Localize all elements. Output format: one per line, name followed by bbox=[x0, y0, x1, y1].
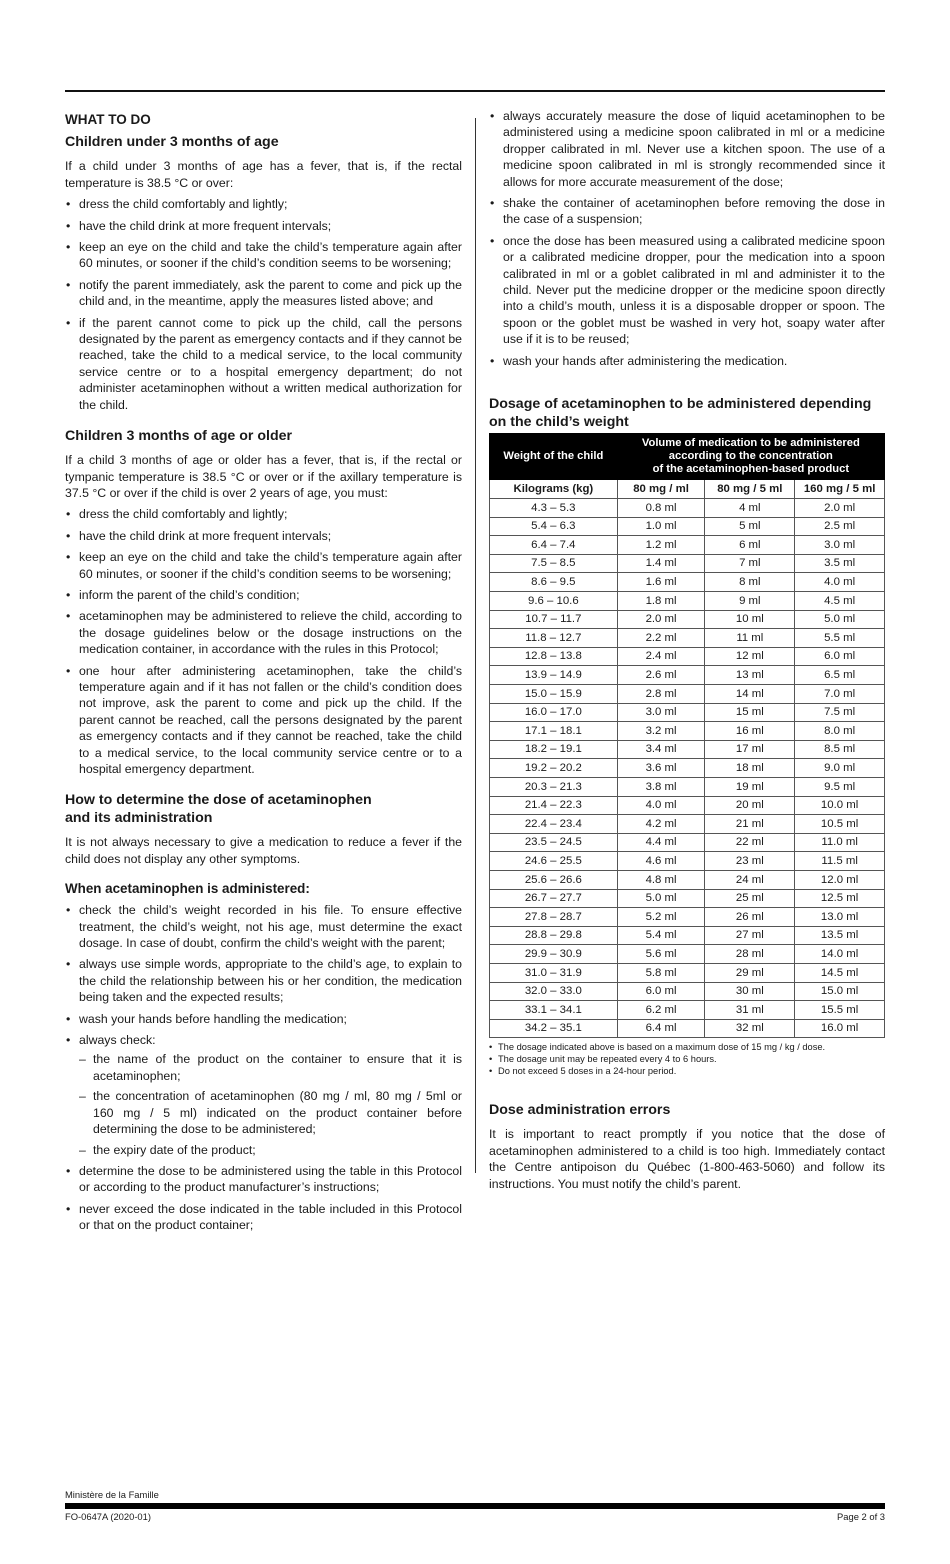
table-cell: 5.4 – 6.3 bbox=[490, 517, 618, 536]
bullet-icon: • bbox=[66, 277, 71, 292]
table-cell: 11.0 ml bbox=[795, 833, 885, 852]
table-cell: 4.3 – 5.3 bbox=[490, 499, 618, 518]
table-cell: 30 ml bbox=[705, 982, 795, 1001]
bullet-icon: • bbox=[490, 353, 495, 368]
table-cell: 22.4 – 23.4 bbox=[490, 815, 618, 834]
table-cell: 0.8 ml bbox=[617, 499, 705, 518]
table-cell: 32 ml bbox=[705, 1019, 795, 1038]
dosage-notes bbox=[489, 1041, 885, 1077]
over-3-months-intro: If a child 3 months of age or older has a fever, that is, if the rectal or tympanic temperature is 38.5 °C or over or if the axillary temperature is 37.5 °C or over if the child is over 2 years of age, you must: bbox=[65, 453, 462, 500]
when-administered-heading: When acetaminophen is administered: bbox=[65, 881, 310, 897]
table-cell: 17.1 – 18.1 bbox=[490, 722, 618, 741]
table-row bbox=[490, 499, 885, 518]
table-cell: 10 ml bbox=[705, 610, 795, 629]
table-row bbox=[490, 629, 885, 648]
table-cell: 15.5 ml bbox=[795, 1001, 885, 1020]
over-3-months-heading: Children 3 months of age or older bbox=[65, 428, 293, 445]
table-cell: 14.0 ml bbox=[795, 945, 885, 964]
table-cell: 15.0 ml bbox=[795, 982, 885, 1001]
table-cell: 4.5 ml bbox=[795, 592, 885, 611]
table-row bbox=[490, 982, 885, 1001]
dosage-note-text: The dosage unit may be repeated every 4 to 6 hours. bbox=[498, 1054, 717, 1065]
table-cell: 11.8 – 12.7 bbox=[490, 629, 618, 648]
table-cell: 10.7 – 11.7 bbox=[490, 610, 618, 629]
sub-list-item-text: the concentration of acetaminophen (80 mg / ml, 80 mg / 5ml or 160 mg / 5 ml) indicated on the product container before determining the dose to be administered; bbox=[93, 1089, 462, 1137]
bullet-icon: • bbox=[66, 957, 71, 972]
footer-bar bbox=[65, 1503, 885, 1509]
table-cell: 19.2 – 20.2 bbox=[490, 759, 618, 778]
table-cell: 5.6 ml bbox=[617, 945, 705, 964]
dosage-table-title-line1: Dosage of acetaminophen to be administered depending bbox=[489, 396, 872, 413]
table-cell: 11.5 ml bbox=[795, 852, 885, 871]
table-cell: 7.5 ml bbox=[795, 703, 885, 722]
table-row bbox=[490, 740, 885, 759]
table-cell: 32.0 – 33.0 bbox=[490, 982, 618, 1001]
table-row bbox=[490, 926, 885, 945]
dose-heading-line2: and its administration bbox=[65, 810, 213, 827]
table-cell: 29 ml bbox=[705, 963, 795, 982]
list-item bbox=[65, 1163, 462, 1196]
bullet-icon: • bbox=[489, 1042, 493, 1053]
bullet-icon: • bbox=[66, 903, 71, 918]
bullet-icon: • bbox=[489, 1054, 493, 1065]
when-administered-list bbox=[65, 902, 462, 1233]
table-cell: 6.4 ml bbox=[617, 1019, 705, 1038]
dose-intro: It is not always necessary to give a medication to reduce a fever if the child does not display any other symptoms. bbox=[65, 835, 462, 866]
list-item-text: keep an eye on the child and take the child’s temperature again after 60 minutes, or sooner if the child’s condition seems to be worsening; bbox=[79, 240, 462, 271]
bullet-icon: • bbox=[66, 587, 71, 602]
table-cell: 13.9 – 14.9 bbox=[490, 666, 618, 685]
bullet-icon: • bbox=[66, 663, 71, 678]
sub-list-item bbox=[79, 1051, 462, 1084]
table-cell: 7.0 ml bbox=[795, 685, 885, 704]
bullet-icon: • bbox=[66, 609, 71, 624]
list-item-text: one hour after administering acetaminophen, take the child’s temperature again and if it has not fallen or the child’s condition does not improve, ask the parent to come and pick up the child. If the parent cannot be reached, call the persons designated by the parent as emergency contacts and if they cannot be reached, take the child to a medical service, to the local community service centre or to a hospital emergency department. bbox=[79, 663, 462, 776]
list-item bbox=[65, 902, 462, 951]
under-3-months-heading: Children under 3 months of age bbox=[65, 134, 279, 151]
list-item bbox=[65, 1011, 462, 1027]
table-cell: 22 ml bbox=[705, 833, 795, 852]
list-item bbox=[65, 663, 462, 778]
errors-text: It is important to react promptly if you notice that the dose of acetaminophen administered to a child is too high. Immediately contact the Centre antipoison du Québec (1-800-463-5060) and follow its instructions. You must notify the child’s parent. bbox=[489, 1127, 885, 1191]
table-cell: 11 ml bbox=[705, 629, 795, 648]
table-cell: 3.5 ml bbox=[795, 554, 885, 573]
bullet-icon: • bbox=[490, 233, 495, 248]
sub-list-item-text: the name of the product on the container to ensure that it is acetaminophen; bbox=[93, 1052, 462, 1083]
bullet-icon: • bbox=[66, 1201, 71, 1216]
column-header: Kilograms (kg) bbox=[490, 480, 618, 499]
table-cell: 19 ml bbox=[705, 778, 795, 797]
table-cell: 5.5 ml bbox=[795, 629, 885, 648]
list-item bbox=[65, 549, 462, 582]
table-cell: 2.6 ml bbox=[617, 666, 705, 685]
table-cell: 4.8 ml bbox=[617, 870, 705, 889]
table-cell: 5.4 ml bbox=[617, 926, 705, 945]
table-cell: 21.4 – 22.3 bbox=[490, 796, 618, 815]
table-cell: 26.7 – 27.7 bbox=[490, 889, 618, 908]
table-cell: 18.2 – 19.1 bbox=[490, 740, 618, 759]
bullet-icon: • bbox=[66, 1033, 71, 1048]
table-cell: 15 ml bbox=[705, 703, 795, 722]
list-item-text: have the child drink at more frequent intervals; bbox=[79, 218, 332, 233]
table-cell: 28.8 – 29.8 bbox=[490, 926, 618, 945]
check-sublist bbox=[79, 1051, 462, 1157]
table-cell: 2.2 ml bbox=[617, 629, 705, 648]
table-cell: 20 ml bbox=[705, 796, 795, 815]
table-row bbox=[490, 610, 885, 629]
table-row bbox=[490, 889, 885, 908]
list-item-text: always check: bbox=[79, 1033, 156, 1048]
table-cell: 23 ml bbox=[705, 852, 795, 871]
bullet-icon: • bbox=[66, 528, 71, 543]
table-row bbox=[490, 796, 885, 815]
list-item bbox=[65, 196, 462, 212]
table-cell: 5.0 ml bbox=[617, 889, 705, 908]
table-cell: 2.0 ml bbox=[795, 499, 885, 518]
dash-icon: – bbox=[79, 1052, 86, 1067]
table-row bbox=[490, 573, 885, 592]
table-cell: 4.4 ml bbox=[617, 833, 705, 852]
dosage-table-title bbox=[489, 395, 885, 431]
table-cell: 6.2 ml bbox=[617, 1001, 705, 1020]
table-row bbox=[490, 592, 885, 611]
table-cell: 3.8 ml bbox=[617, 778, 705, 797]
table-row bbox=[490, 963, 885, 982]
what-to-do-heading: WHAT TO DO bbox=[65, 112, 151, 127]
bullet-icon: • bbox=[66, 240, 71, 255]
list-item-text: have the child drink at more frequent intervals; bbox=[79, 528, 332, 543]
table-cell: 5.0 ml bbox=[795, 610, 885, 629]
table-cell: 1.6 ml bbox=[617, 573, 705, 592]
table-cell: 12.0 ml bbox=[795, 870, 885, 889]
right-column bbox=[489, 108, 885, 1197]
header-weight: Weight of the child bbox=[490, 434, 618, 480]
list-item bbox=[65, 506, 462, 522]
table-cell: 6.5 ml bbox=[795, 666, 885, 685]
table-cell: 5.2 ml bbox=[617, 908, 705, 927]
list-item-text: wash your hands before handling the medication; bbox=[79, 1011, 347, 1026]
column-divider bbox=[475, 118, 476, 1173]
under-3-months-list bbox=[65, 196, 462, 413]
table-cell: 4.2 ml bbox=[617, 815, 705, 834]
footer-page-number: Page 2 of 3 bbox=[837, 1511, 885, 1522]
table-cell: 34.2 – 35.1 bbox=[490, 1019, 618, 1038]
table-cell: 25.6 – 26.6 bbox=[490, 870, 618, 889]
table-cell: 7 ml bbox=[705, 554, 795, 573]
table-row bbox=[490, 908, 885, 927]
footer-organization: Ministère de la Famille bbox=[65, 1489, 159, 1500]
list-item-text: inform the parent of the child’s condition; bbox=[79, 587, 300, 602]
table-cell: 4.0 ml bbox=[795, 573, 885, 592]
table-cell: 2.0 ml bbox=[617, 610, 705, 629]
table-cell: 6 ml bbox=[705, 536, 795, 555]
table-cell: 5.8 ml bbox=[617, 963, 705, 982]
table-cell: 23.5 – 24.5 bbox=[490, 833, 618, 852]
table-row bbox=[490, 815, 885, 834]
list-item-text: wash your hands after administering the medication. bbox=[503, 353, 788, 368]
list-item-text: acetaminophen may be administered to relieve the child, according to the dosage guidelines below or the dosage instructions on the medication container, in accordance with the rules in this Protocol; bbox=[79, 609, 462, 657]
bullet-icon: • bbox=[66, 507, 71, 522]
table-cell: 9 ml bbox=[705, 592, 795, 611]
table-cell: 13 ml bbox=[705, 666, 795, 685]
list-item bbox=[65, 608, 462, 657]
table-cell: 13.5 ml bbox=[795, 926, 885, 945]
table-cell: 12.8 – 13.8 bbox=[490, 647, 618, 666]
table-cell: 3.0 ml bbox=[617, 703, 705, 722]
top-rule bbox=[65, 90, 885, 92]
table-cell: 2.8 ml bbox=[617, 685, 705, 704]
table-cell: 2.4 ml bbox=[617, 647, 705, 666]
list-item-text: check the child’s weight recorded in his file. To ensure effective treatment, the child’s weight, not his age, must determine the exact dosage. In case of doubt, confirm the child’s weight with the parent; bbox=[79, 903, 462, 951]
list-item-text: dress the child comfortably and lightly; bbox=[79, 197, 288, 212]
dosage-table bbox=[489, 433, 885, 1038]
dosage-note bbox=[489, 1065, 885, 1077]
list-item bbox=[489, 108, 885, 190]
bullet-icon: • bbox=[66, 218, 71, 233]
table-cell: 5 ml bbox=[705, 517, 795, 536]
table-cell: 20.3 – 21.3 bbox=[490, 778, 618, 797]
list-item bbox=[65, 277, 462, 310]
table-cell: 27 ml bbox=[705, 926, 795, 945]
dash-icon: – bbox=[79, 1089, 86, 1104]
table-row bbox=[490, 666, 885, 685]
dash-icon: – bbox=[79, 1142, 86, 1157]
header-volume bbox=[617, 434, 884, 480]
table-cell: 18 ml bbox=[705, 759, 795, 778]
table-cell: 10.0 ml bbox=[795, 796, 885, 815]
list-item-text: once the dose has been measured using a calibrated medicine spoon or a calibrated medicine dropper, pour the medication into a spoon calibrated in ml or a goblet calibrated in ml and administer it to the child. Never put the medicine dropper or the medicine spoon directly into a child’s mouth, unless it is a disposable dropper or spoon. The spoon or the goblet must be washed in very hot, soapy water after use if it is to be reused; bbox=[503, 233, 885, 347]
dosage-note-text: The dosage indicated above is based on a maximum dose of 15 mg / kg / dose. bbox=[498, 1042, 826, 1053]
table-cell: 15.0 – 15.9 bbox=[490, 685, 618, 704]
table-cell: 8.6 – 9.5 bbox=[490, 573, 618, 592]
table-cell: 1.4 ml bbox=[617, 554, 705, 573]
header-volume-line1: Volume of medication to be administered bbox=[641, 437, 860, 450]
table-cell: 29.9 – 30.9 bbox=[490, 945, 618, 964]
table-cell: 1.0 ml bbox=[617, 517, 705, 536]
dosage-table-body bbox=[490, 499, 885, 1038]
list-item bbox=[65, 1032, 462, 1158]
table-cell: 16.0 – 17.0 bbox=[490, 703, 618, 722]
table-cell: 13.0 ml bbox=[795, 908, 885, 927]
bullet-icon: • bbox=[66, 315, 71, 330]
list-item bbox=[65, 239, 462, 272]
table-cell: 9.0 ml bbox=[795, 759, 885, 778]
column-headers bbox=[490, 480, 885, 499]
dosage-note-text: Do not exceed 5 doses in a 24-hour period. bbox=[498, 1066, 677, 1077]
list-item-text: notify the parent immediately, ask the parent to come and pick up the child and, in the meantime, apply the measures listed above; and bbox=[79, 277, 462, 309]
table-cell: 10.5 ml bbox=[795, 815, 885, 834]
table-cell: 25 ml bbox=[705, 889, 795, 908]
table-cell: 14.5 ml bbox=[795, 963, 885, 982]
header-volume-line3: of the acetaminophen-based product bbox=[652, 463, 850, 476]
table-cell: 4.0 ml bbox=[617, 796, 705, 815]
column-header: 160 mg / 5 ml bbox=[795, 480, 885, 499]
sub-list-item-text: the expiry date of the product; bbox=[93, 1142, 256, 1157]
table-row bbox=[490, 722, 885, 741]
table-cell: 6.0 ml bbox=[617, 982, 705, 1001]
table-cell: 12.5 ml bbox=[795, 889, 885, 908]
table-cell: 31 ml bbox=[705, 1001, 795, 1020]
over-3-months-list bbox=[65, 506, 462, 777]
column-header: 80 mg / ml bbox=[617, 480, 705, 499]
administration-list bbox=[489, 108, 885, 369]
table-row bbox=[490, 536, 885, 555]
table-cell: 3.6 ml bbox=[617, 759, 705, 778]
under-3-months-intro: If a child under 3 months of age has a fever, that is, if the rectal temperature is 38.5 °C or over: bbox=[65, 159, 462, 190]
table-cell: 26 ml bbox=[705, 908, 795, 927]
table-row bbox=[490, 852, 885, 871]
bullet-icon: • bbox=[66, 1011, 71, 1026]
sub-list-item bbox=[79, 1142, 462, 1158]
errors-heading: Dose administration errors bbox=[489, 1102, 671, 1119]
table-cell: 9.6 – 10.6 bbox=[490, 592, 618, 611]
table-cell: 1.8 ml bbox=[617, 592, 705, 611]
table-cell: 6.4 – 7.4 bbox=[490, 536, 618, 555]
table-row bbox=[490, 1001, 885, 1020]
table-cell: 1.2 ml bbox=[617, 536, 705, 555]
dose-heading bbox=[65, 791, 462, 827]
column-header: 80 mg / 5 ml bbox=[705, 480, 795, 499]
table-row bbox=[490, 647, 885, 666]
list-item-text: always accurately measure the dose of liquid acetaminophen to be administered using a medicine spoon calibrated in ml or a medicine dropper calibrated in ml. Never use a kitchen spoon. The use of a medicine spoon calibrated in ml is strongly recommended since it allows for more accurate measurement of the dose; bbox=[503, 109, 885, 189]
list-item-text: shake the container of acetaminophen before removing the dose in the case of a suspension; bbox=[503, 196, 885, 227]
list-item bbox=[489, 353, 885, 369]
table-row bbox=[490, 703, 885, 722]
dosage-note bbox=[489, 1053, 885, 1065]
list-item bbox=[65, 315, 462, 413]
bullet-icon: • bbox=[490, 196, 495, 211]
dosage-table-title-line2: on the child’s weight bbox=[489, 414, 629, 431]
table-cell: 24.6 – 25.5 bbox=[490, 852, 618, 871]
dosage-note bbox=[489, 1041, 885, 1053]
bullet-icon: • bbox=[66, 1163, 71, 1178]
table-cell: 6.0 ml bbox=[795, 647, 885, 666]
table-cell: 24 ml bbox=[705, 870, 795, 889]
table-cell: 7.5 – 8.5 bbox=[490, 554, 618, 573]
list-item-text: keep an eye on the child and take the child’s temperature again after 60 minutes, or sooner if the child’s condition seems to be worsening; bbox=[79, 550, 462, 581]
table-cell: 4 ml bbox=[705, 499, 795, 518]
table-row bbox=[490, 945, 885, 964]
table-cell: 8.5 ml bbox=[795, 740, 885, 759]
table-row bbox=[490, 1019, 885, 1038]
list-item-text: determine the dose to be administered using the table in this Protocol or according to the product manufacturer’s instructions; bbox=[79, 1163, 462, 1195]
table-row bbox=[490, 833, 885, 852]
header-volume-line2: according to the concentration bbox=[668, 450, 833, 463]
dose-heading-line1: How to determine the dose of acetaminophen bbox=[65, 792, 372, 809]
table-cell: 8.0 ml bbox=[795, 722, 885, 741]
left-column bbox=[65, 108, 462, 1239]
table-row bbox=[490, 759, 885, 778]
table-cell: 3.2 ml bbox=[617, 722, 705, 741]
list-item bbox=[65, 528, 462, 544]
table-cell: 33.1 – 34.1 bbox=[490, 1001, 618, 1020]
table-cell: 31.0 – 31.9 bbox=[490, 963, 618, 982]
bullet-icon: • bbox=[490, 109, 495, 123]
table-cell: 8 ml bbox=[705, 573, 795, 592]
list-item bbox=[489, 195, 885, 228]
bullet-icon: • bbox=[489, 1066, 493, 1077]
table-cell: 3.4 ml bbox=[617, 740, 705, 759]
table-cell: 28 ml bbox=[705, 945, 795, 964]
footer-form-code: FO-0647A (2020-01) bbox=[65, 1511, 151, 1522]
table-row bbox=[490, 554, 885, 573]
list-item-text: if the parent cannot come to pick up the child, call the persons designated by the parent as emergency contacts and if they cannot be reached, take the child to a medical service, to the local community service centre or to a hospital emergency department; do not administer acetaminophen without a written medical authorization for the child. bbox=[79, 315, 462, 412]
list-item bbox=[65, 956, 462, 1005]
table-cell: 3.0 ml bbox=[795, 536, 885, 555]
table-cell: 12 ml bbox=[705, 647, 795, 666]
list-item bbox=[489, 233, 885, 348]
sub-list-item bbox=[79, 1088, 462, 1137]
table-row bbox=[490, 517, 885, 536]
table-cell: 16 ml bbox=[705, 722, 795, 741]
table-cell: 9.5 ml bbox=[795, 778, 885, 797]
list-item-text: always use simple words, appropriate to the child’s age, to explain to the child the relationship between his or her condition, the medication being taken and the expected results; bbox=[79, 957, 462, 1005]
table-cell: 2.5 ml bbox=[795, 517, 885, 536]
list-item bbox=[65, 218, 462, 234]
list-item-text: dress the child comfortably and lightly; bbox=[79, 507, 288, 522]
table-cell: 4.6 ml bbox=[617, 852, 705, 871]
list-item-text: never exceed the dose indicated in the table included in this Protocol or that on the product container; bbox=[79, 1201, 462, 1233]
table-row bbox=[490, 870, 885, 889]
table-cell: 14 ml bbox=[705, 685, 795, 704]
table-row bbox=[490, 685, 885, 704]
table-cell: 27.8 – 28.7 bbox=[490, 908, 618, 927]
table-cell: 16.0 ml bbox=[795, 1019, 885, 1038]
list-item bbox=[65, 1201, 462, 1234]
table-cell: 17 ml bbox=[705, 740, 795, 759]
bullet-icon: • bbox=[66, 550, 71, 565]
table-cell: 21 ml bbox=[705, 815, 795, 834]
bullet-icon: • bbox=[66, 197, 71, 212]
table-row bbox=[490, 778, 885, 797]
list-item bbox=[65, 587, 462, 603]
